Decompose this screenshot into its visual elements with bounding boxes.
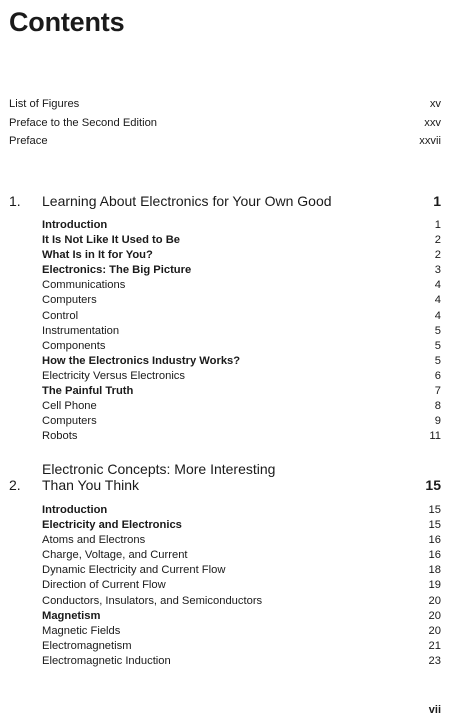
- toc-entry-title: Direction of Current Flow: [42, 579, 166, 592]
- chapter-title-line-1: Electronic Concepts: More Interesting: [42, 461, 276, 477]
- toc-entry-page: 2: [434, 234, 441, 247]
- toc-entry[interactable]: [42, 594, 441, 609]
- toc-entry-page: 16: [428, 549, 441, 562]
- toc-entry-title: Preface: [9, 135, 48, 147]
- toc-entry-page: 21: [428, 639, 441, 652]
- toc-entry-title: It Is Not Like It Used to Be: [42, 234, 180, 247]
- toc-entry-page: 20: [428, 624, 441, 637]
- toc-entry-preface[interactable]: [9, 132, 441, 151]
- toc-entry-page: 19: [428, 579, 441, 592]
- toc-entry-title: Electricity and Electronics: [42, 519, 182, 532]
- toc-entry-title: Electricity Versus Electronics: [42, 369, 185, 382]
- chapter-2-entries: [42, 503, 441, 669]
- toc-entry[interactable]: [42, 548, 441, 563]
- toc-entry[interactable]: [42, 339, 441, 354]
- toc-entry[interactable]: [42, 278, 441, 293]
- toc-entry[interactable]: [42, 639, 441, 654]
- toc-entry-title: Instrumentation: [42, 324, 120, 337]
- chapter-1-heading[interactable]: [9, 193, 441, 209]
- toc-entry-title: Electronics: The Big Picture: [42, 264, 192, 277]
- page-title: Contents: [9, 7, 125, 37]
- toc-entry-page: 15: [428, 504, 441, 516]
- toc-entry-page: 16: [428, 534, 441, 547]
- toc-entry[interactable]: [42, 293, 441, 308]
- toc-entry-page: xxv: [424, 116, 441, 129]
- toc-entry-title: Electromagnetism: [42, 639, 132, 652]
- toc-entry-title: Electromagnetic Induction: [42, 654, 171, 667]
- toc-entry[interactable]: [42, 518, 441, 533]
- toc-entry-title: Introduction: [42, 504, 108, 516]
- chapter-number: 1.: [9, 193, 21, 209]
- chapter-number: 2.: [9, 477, 21, 493]
- toc-entry-preface-second-edition[interactable]: [9, 114, 441, 133]
- toc-entry[interactable]: [42, 578, 441, 593]
- toc-entry-page: 23: [428, 654, 441, 667]
- toc-entry[interactable]: [42, 414, 441, 429]
- toc-entry-page: 1: [434, 219, 441, 231]
- toc-entry[interactable]: [42, 354, 441, 369]
- toc-entry-page: 4: [434, 294, 441, 307]
- chapter-title: [42, 461, 425, 493]
- toc-entry[interactable]: [42, 263, 441, 278]
- toc-entry-page: 8: [434, 400, 441, 413]
- toc-entry[interactable]: [42, 384, 441, 399]
- chapter-2-section: [9, 461, 441, 669]
- toc-entry[interactable]: [42, 429, 441, 444]
- toc-entry-title: How the Electronics Industry Works?: [42, 354, 241, 367]
- toc-entry-title: Computers: [42, 294, 97, 307]
- toc-entry-page: 7: [434, 385, 441, 398]
- toc-entry-title: Components: [42, 339, 106, 352]
- toc-entry-page: xv: [429, 98, 441, 110]
- chapter-page: 15: [425, 477, 441, 493]
- chapter-page: 1: [433, 193, 441, 209]
- toc-entry-page: xxvii: [419, 135, 441, 147]
- chapter-2-heading[interactable]: [9, 461, 441, 493]
- toc-entry-page: 11: [429, 430, 441, 443]
- toc-entry-list-of-figures[interactable]: [9, 95, 441, 114]
- toc-entry[interactable]: [42, 248, 441, 263]
- toc-entry-title: Communications: [42, 279, 126, 292]
- toc-entry-page: 5: [434, 339, 441, 352]
- chapter-title-line-2: Than You Think: [42, 477, 140, 493]
- toc-entry-title: Preface to the Second Edition: [9, 116, 158, 129]
- toc-entry[interactable]: [42, 503, 441, 518]
- toc-entry-page: 3: [434, 264, 441, 277]
- toc-entry[interactable]: [42, 563, 441, 578]
- toc-entry[interactable]: [42, 369, 441, 384]
- toc-entry-page: 5: [434, 324, 441, 337]
- toc-entry-title: Introduction: [42, 219, 108, 231]
- toc-entry-page: 4: [434, 309, 441, 322]
- toc-entry-title: Computers: [42, 415, 97, 428]
- toc-entry-page: 6: [434, 369, 441, 382]
- toc-entry[interactable]: [42, 324, 441, 339]
- toc-entry-title: What Is in It for You?: [42, 249, 153, 262]
- toc-entry-title: List of Figures: [9, 98, 80, 110]
- toc-entry-title: Cell Phone: [42, 400, 97, 413]
- toc-entry-page: 15: [428, 519, 441, 532]
- toc-entry-page: 9: [434, 415, 441, 428]
- toc-entry[interactable]: [42, 654, 441, 669]
- toc-entry-title: The Painful Truth: [42, 385, 134, 398]
- toc-entry[interactable]: [42, 218, 441, 233]
- toc-entry[interactable]: [42, 399, 441, 414]
- toc-entry-title: Magnetism: [42, 609, 101, 622]
- page-number: vii: [428, 704, 441, 716]
- toc-entry-page: 2: [434, 249, 441, 262]
- toc-entry[interactable]: [42, 609, 441, 624]
- toc-entry-title: Dynamic Electricity and Current Flow: [42, 564, 226, 577]
- toc-entry-title: Magnetic Fields: [42, 624, 121, 637]
- toc-entry[interactable]: [42, 233, 441, 248]
- chapter-1-section: [9, 193, 441, 444]
- chapter-title: Learning About Electronics for Your Own Good: [42, 193, 332, 209]
- toc-entry-page: 5: [434, 354, 441, 367]
- toc-entry-page: 20: [428, 594, 441, 607]
- toc-entry-title: Conductors, Insulators, and Semiconductors: [42, 594, 263, 607]
- toc-entry[interactable]: [42, 624, 441, 639]
- toc-entry-page: 20: [428, 609, 441, 622]
- toc-entry-title: Robots: [42, 430, 78, 443]
- toc-entry[interactable]: [42, 533, 441, 548]
- toc-entry-page: 18: [428, 564, 441, 577]
- toc-entry[interactable]: [42, 309, 441, 324]
- toc-entry-page: 4: [434, 279, 441, 292]
- chapter-1-entries: [42, 218, 441, 444]
- toc-entry-title: Control: [42, 309, 79, 322]
- front-matter-list: [9, 95, 441, 151]
- toc-entry-title: Atoms and Electrons: [42, 534, 146, 547]
- toc-entry-title: Charge, Voltage, and Current: [42, 549, 188, 562]
